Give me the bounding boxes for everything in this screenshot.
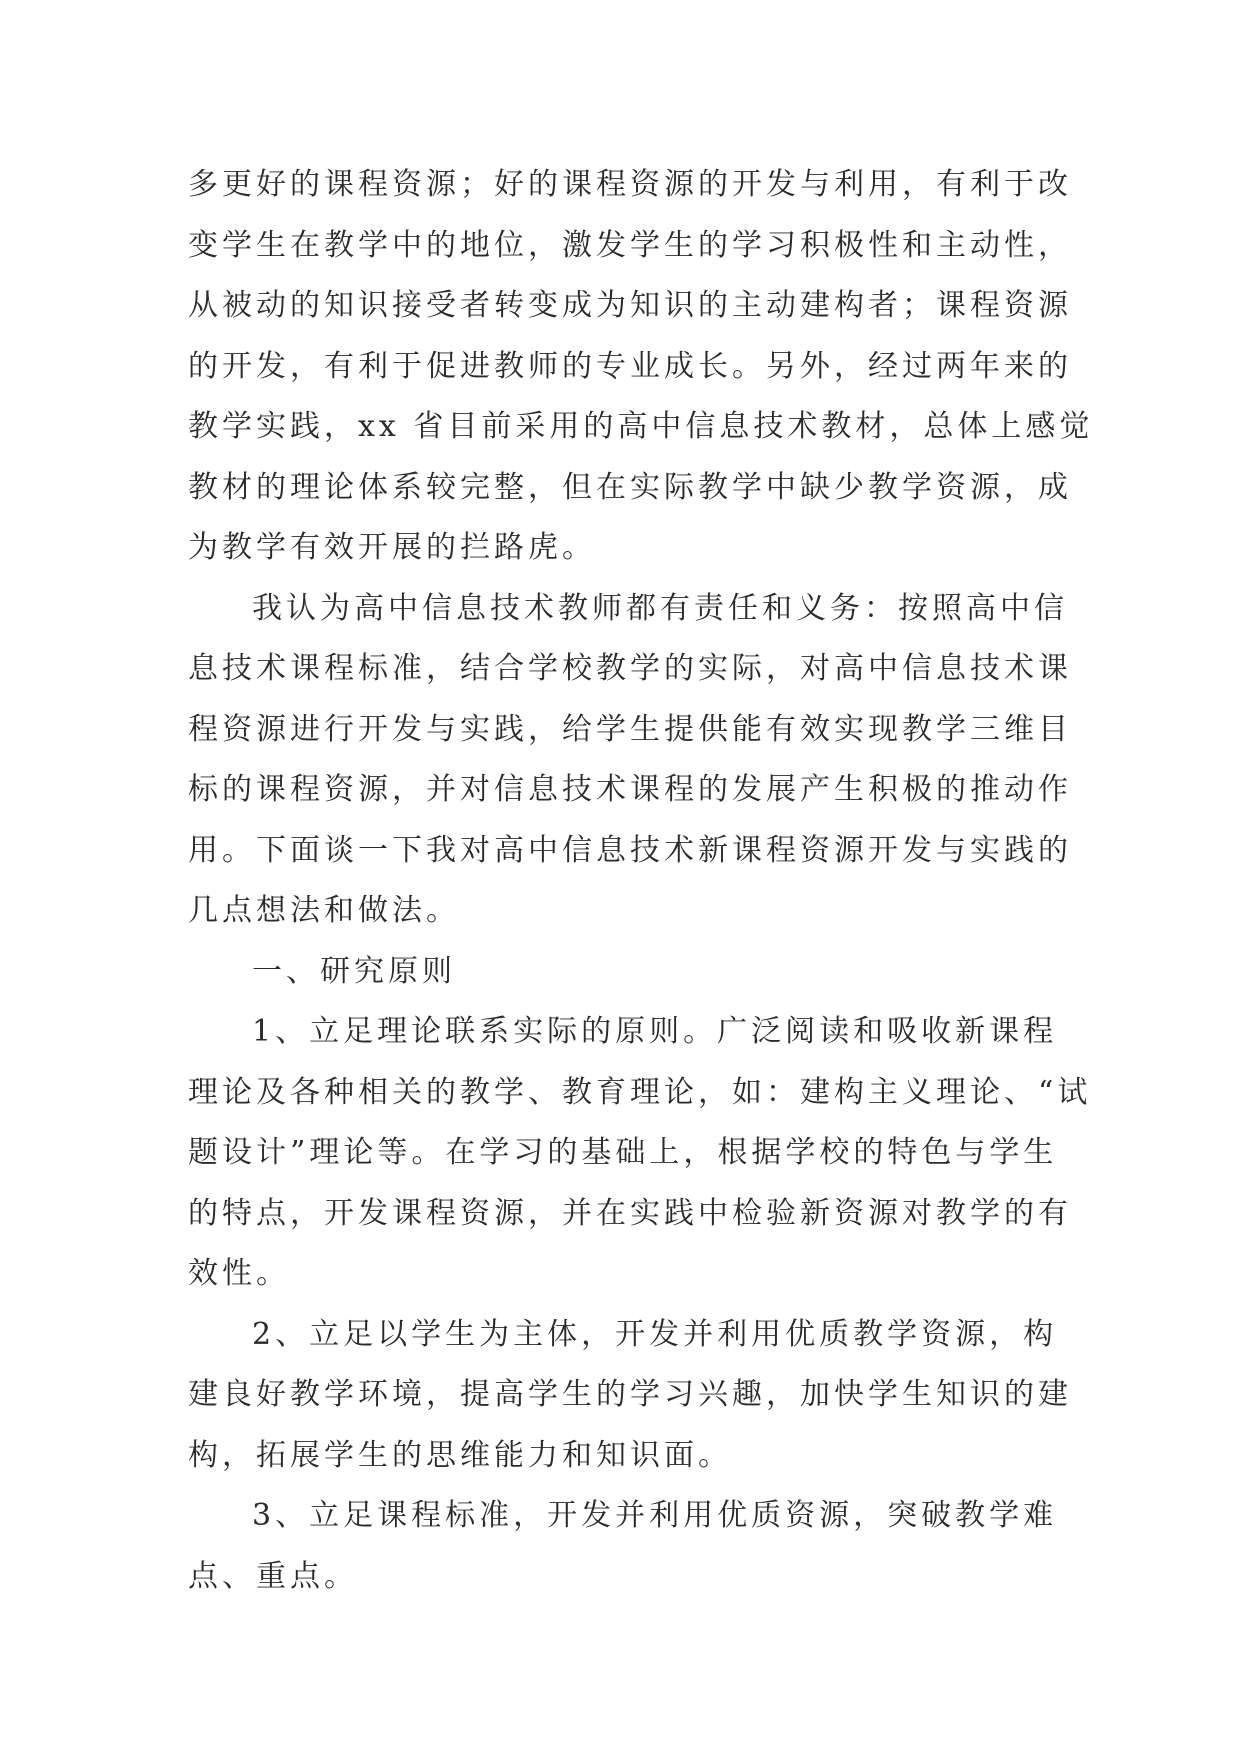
text-line: 多更好的课程资源；好的课程资源的开发与利用，有利于改 [188,167,1072,202]
document-body [188,155,1094,1607]
text-line: 的特点，开发课程资源，并在实践中检验新资源对教学的有 [188,1195,1072,1231]
text-line: 点、重点。 [188,1558,358,1594]
text-line: 教学实践，xx 省目前采用的高中信息技术教材，总体上感觉 [188,409,1094,444]
text-line: 题设计”理论等。在学习的基础上，根据学校的特色与学生 [188,1135,1058,1170]
text-line: 从被动的知识接受者转变成为知识的主动建构者；课程资源 [188,288,1072,323]
text-line: 一、研究原则 [252,953,456,989]
text-line: 3、立足课程标准，开发并利用优质资源，突破教学难 [252,1498,1058,1533]
text-line: 1、立足理论联系实际的原则。广泛阅读和吸收新课程 [252,1014,1058,1049]
text-line: 变学生在教学中的地位，激发学生的学习积极性和主动性， [188,227,1072,263]
text-line: 效性。 [188,1256,290,1291]
text-line: 息技术课程标准，结合学校教学的实际，对高中信息技术课 [188,651,1072,686]
paragraph-2 [188,579,1072,942]
text-line: 的开发，有利于促进教师的专业成长。另外，经过两年来的 [188,348,1072,384]
section-heading [188,942,1068,1003]
text-line: 我认为高中信息技术教师都有责任和义务：按照高中信 [252,590,1068,626]
text-line: 教材的理论体系较完整，但在实际教学中缺少教学资源，成 [188,469,1072,505]
text-line: 几点想法和做法。 [188,893,460,928]
text-line: 建良好教学环境，提高学生的学习兴趣，加快学生知识的建 [188,1377,1072,1412]
text-line: 为教学有效开展的拦路虎。 [188,530,596,565]
paragraph-principle-1 [188,1002,1092,1305]
text-line: 2、立足以学生为主体，开发并利用优质教学资源，构 [252,1316,1058,1352]
text-line: 程资源进行开发与实践，给学生提供能有效实现教学三维目 [188,711,1072,747]
paragraph-1 [188,155,1094,579]
text-line: 标的课程资源，并对信息技术课程的发展产生积极的推动作 [188,772,1072,807]
text-line: 理论及各种相关的教学、教育理论，如：建构主义理论、“试 [188,1074,1092,1110]
text-line: 构，拓展学生的思维能力和知识面。 [188,1437,732,1473]
text-line: 用。下面谈一下我对高中信息技术新课程资源开发与实践的 [188,832,1072,868]
paragraph-principle-2 [188,1305,1072,1487]
paragraph-principle-3 [188,1486,1068,1607]
